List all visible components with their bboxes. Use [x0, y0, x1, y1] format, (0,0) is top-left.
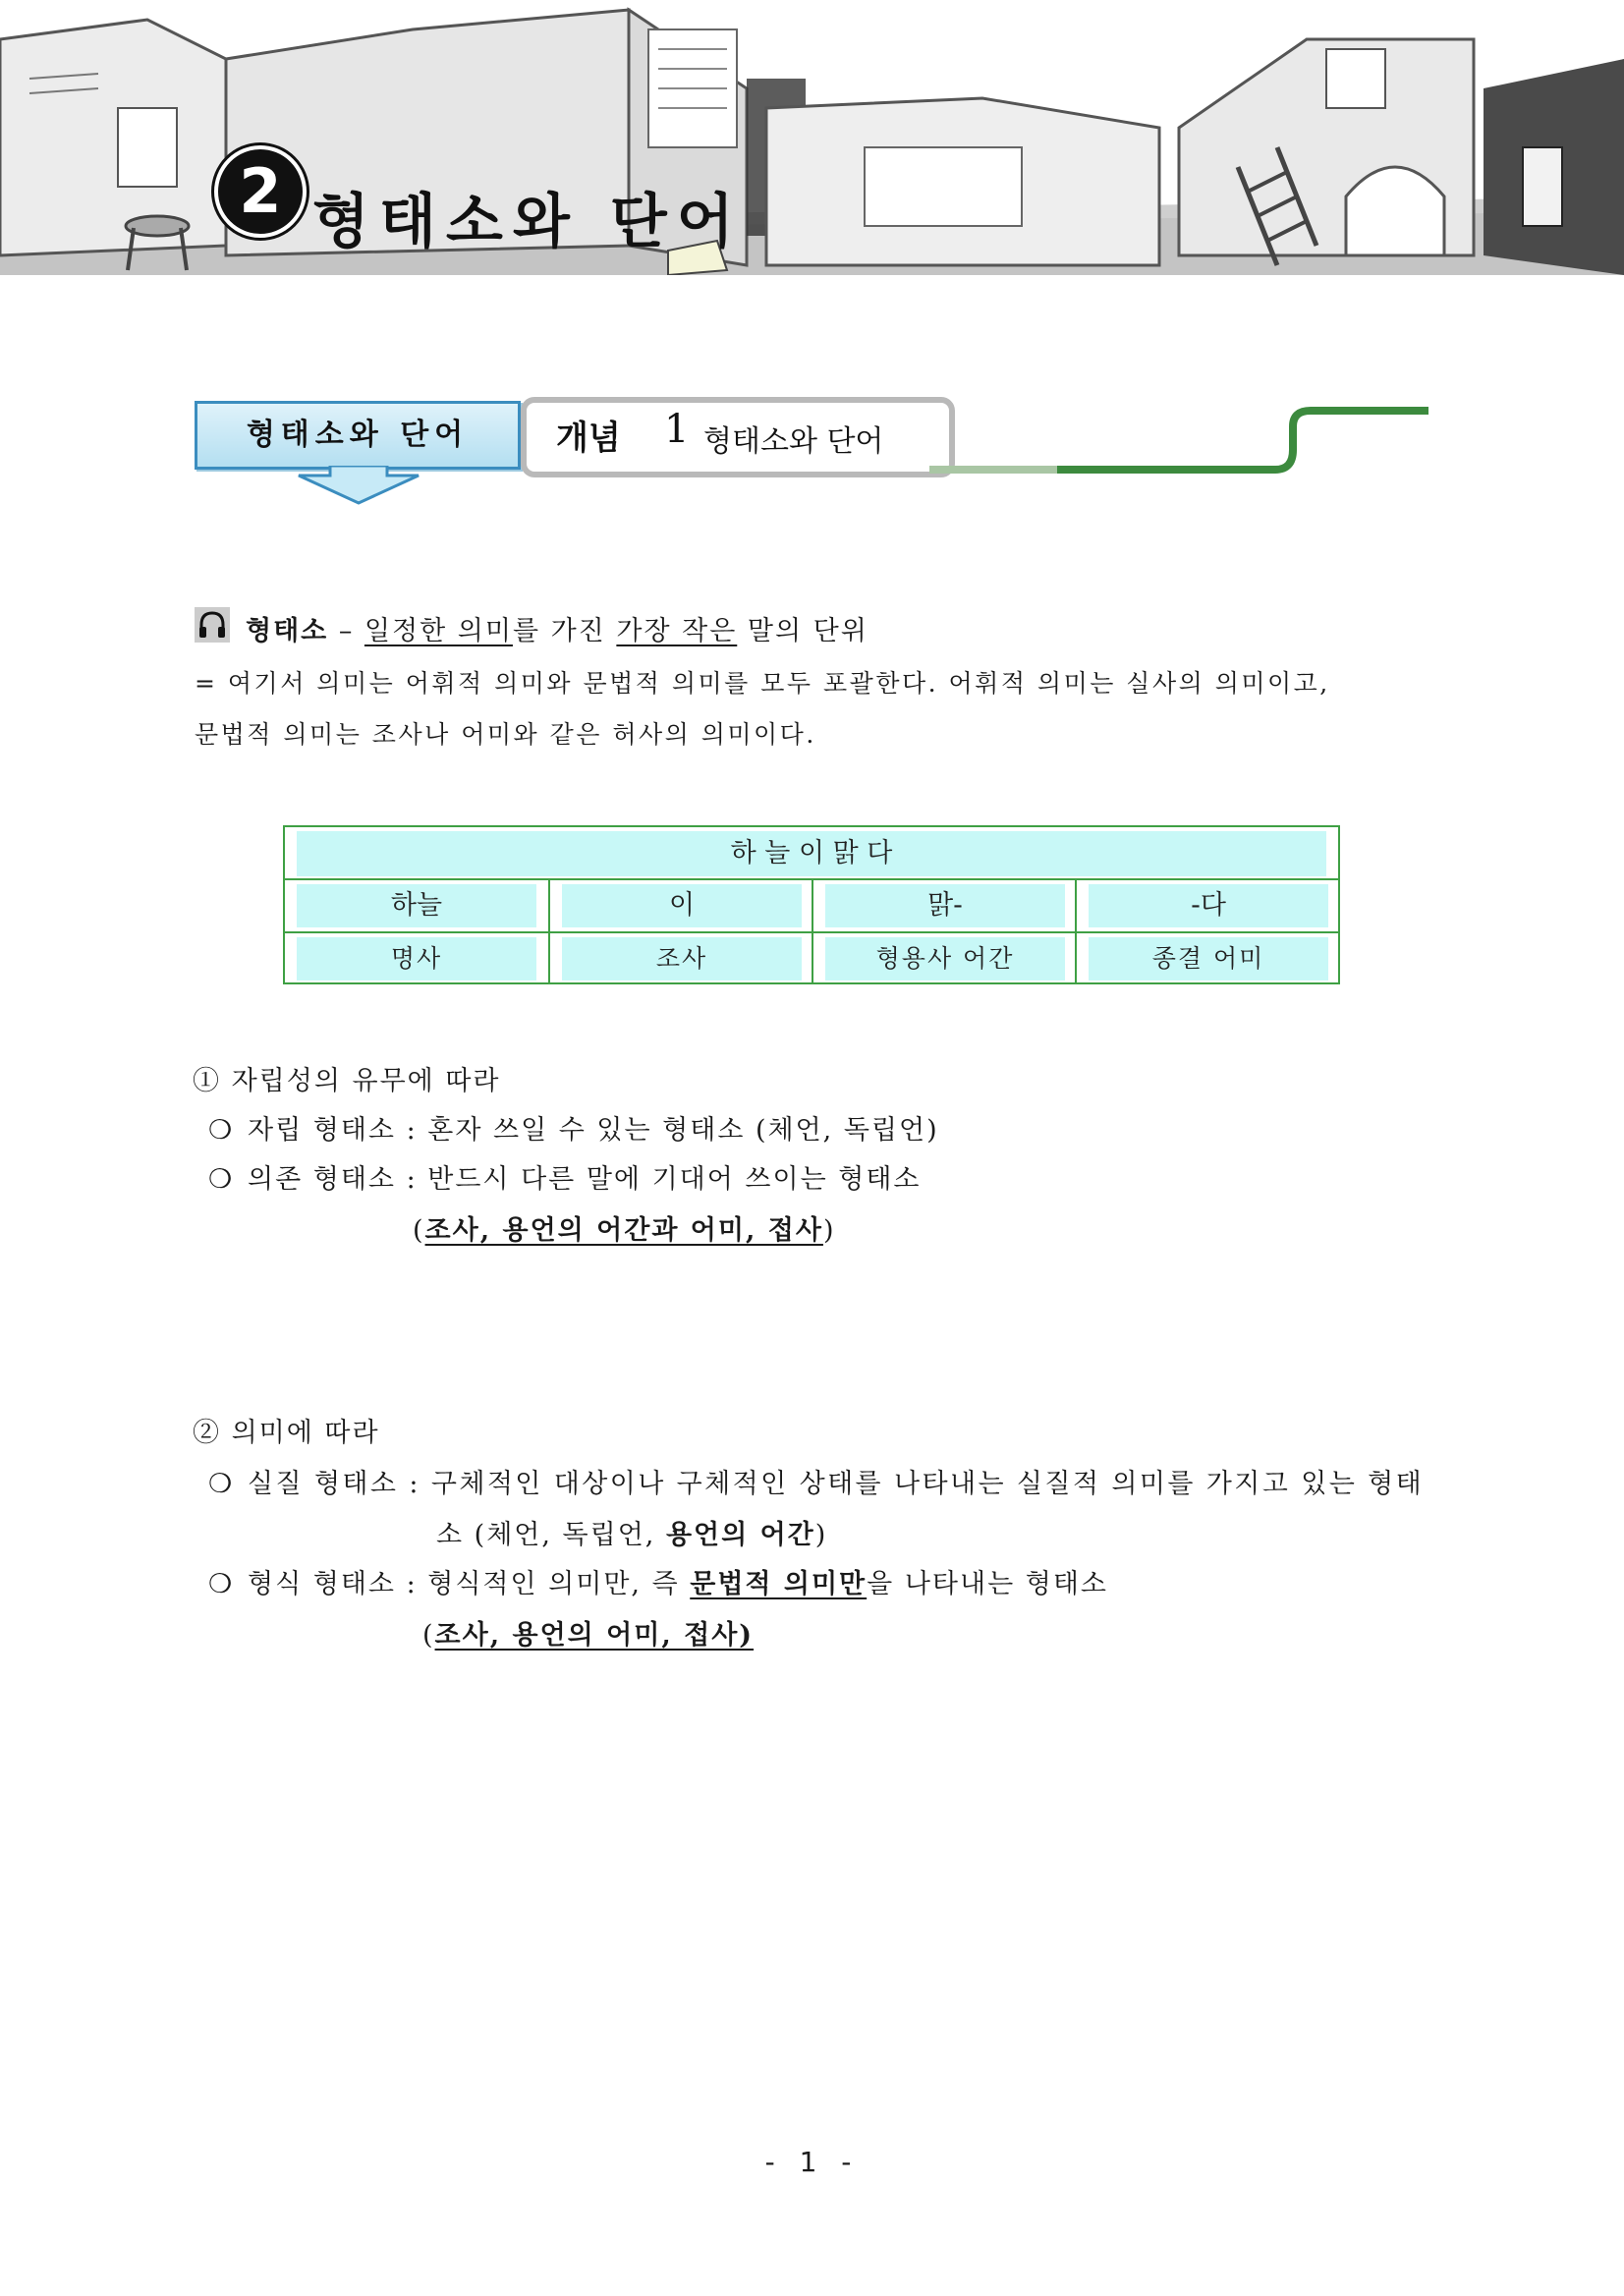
definition-text-2: 말의 단위	[737, 616, 868, 646]
table-rule	[812, 878, 813, 982]
table-cell: 종결 어미	[1089, 937, 1328, 980]
table-rule	[548, 878, 550, 982]
definition-explanation-2: 문법적 의미는 조사나 어미와 같은 허사의 의미이다.	[195, 720, 816, 749]
section-1-item-1	[208, 1108, 939, 1147]
headphones-icon	[195, 607, 230, 643]
chapter-title: 형태소와 단어	[312, 188, 744, 256]
table-cell: 형용사 어간	[825, 937, 1065, 980]
table-cell: 이	[562, 884, 802, 927]
paren-open: (	[413, 1215, 425, 1246]
section-1-item-1-text: 자립 형태소 : 혼자 쓰일 수 있는 형태소 (체언, 독립언)	[248, 1115, 939, 1146]
section-label-box: 형태소와 단어	[195, 401, 521, 470]
table-cell: 맑-	[825, 884, 1065, 927]
section-2-item-1-continued	[436, 1513, 827, 1551]
section-1-item-2-text: 의존 형태소 : 반드시 다른 말에 기대어 쓰이는 형태소	[248, 1164, 922, 1195]
section-2-item-2-detail-text: 조사, 용언의 어미, 접사)	[434, 1620, 755, 1651]
section-1-heading: ① 자립성의 유무에 따라	[193, 1066, 501, 1096]
section-2-item-1	[208, 1462, 1424, 1500]
concept-title: 형태소와 단어	[703, 424, 884, 459]
concept-rule-light	[929, 466, 1057, 474]
concept-label: 개념	[556, 419, 621, 458]
concept-number: 1	[664, 407, 690, 452]
definition-text-1: 를 가진	[512, 616, 617, 646]
section-1-item-2-detail	[413, 1208, 835, 1247]
concept-rule-curve	[1248, 403, 1428, 476]
table-rule	[1075, 878, 1077, 982]
section-2-heading: ② 의미에 따라	[193, 1418, 380, 1448]
table-header-cell: 하 늘 이 맑 다	[297, 831, 1326, 876]
bullet-icon: ❍	[208, 1569, 235, 1599]
section-2-item-2-detail	[422, 1613, 754, 1652]
page-number: - 1 -	[764, 2146, 860, 2178]
section-2-item-1-cont-c: )	[814, 1520, 828, 1550]
definition-explanation-1: = 여기서 의미는 어휘적 의미와 문법적 의미를 모두 포괄한다. 어휘적 의미는 실사의 의미이고,	[195, 669, 1330, 698]
section-2-item-2-b: 문법적 의미만	[690, 1569, 868, 1599]
table-cell: -다	[1089, 884, 1328, 927]
section-1-item-2	[208, 1157, 921, 1196]
table-cell: 하늘	[297, 884, 536, 927]
section-2-item-2-a: 형식 형태소 : 형식적인 의미만, 즉	[248, 1569, 691, 1599]
chapter-number-badge: 2	[214, 145, 307, 238]
section-2-item-1-cont-b: 용언의 어간	[665, 1520, 815, 1550]
paren-open: (	[422, 1620, 435, 1651]
definition-underline-1: 일정한 의미	[364, 616, 513, 646]
concept-rule-dark	[1057, 466, 1254, 474]
table-cell: 조사	[562, 937, 802, 980]
definition-dash: –	[338, 616, 355, 646]
down-arrow-icon	[295, 466, 422, 505]
definition-underline-2: 가장 작은	[616, 616, 738, 646]
table-cell: 명사	[297, 937, 536, 980]
morpheme-table	[283, 825, 1340, 984]
bullet-icon: ❍	[208, 1164, 235, 1195]
section-2-item-2	[208, 1562, 1108, 1600]
bullet-icon: ❍	[208, 1115, 235, 1146]
definition-line	[246, 609, 868, 647]
section-1-item-2-detail-text: 조사, 용언의 어간과 어미, 접사	[424, 1215, 823, 1246]
section-2-item-1-text: 실질 형태소 : 구체적인 대상이나 구체적인 상태를 나타내는 실질적 의미를 가지고 있는 형태	[248, 1469, 1425, 1499]
bullet-icon: ❍	[208, 1469, 235, 1499]
definition-term: 형태소	[246, 616, 329, 646]
section-2-item-2-c: 을 나타내는 형태소	[867, 1569, 1108, 1599]
paren-close: )	[822, 1215, 836, 1246]
section-2-item-1-cont-a: 소 (체언, 독립언,	[436, 1520, 666, 1550]
